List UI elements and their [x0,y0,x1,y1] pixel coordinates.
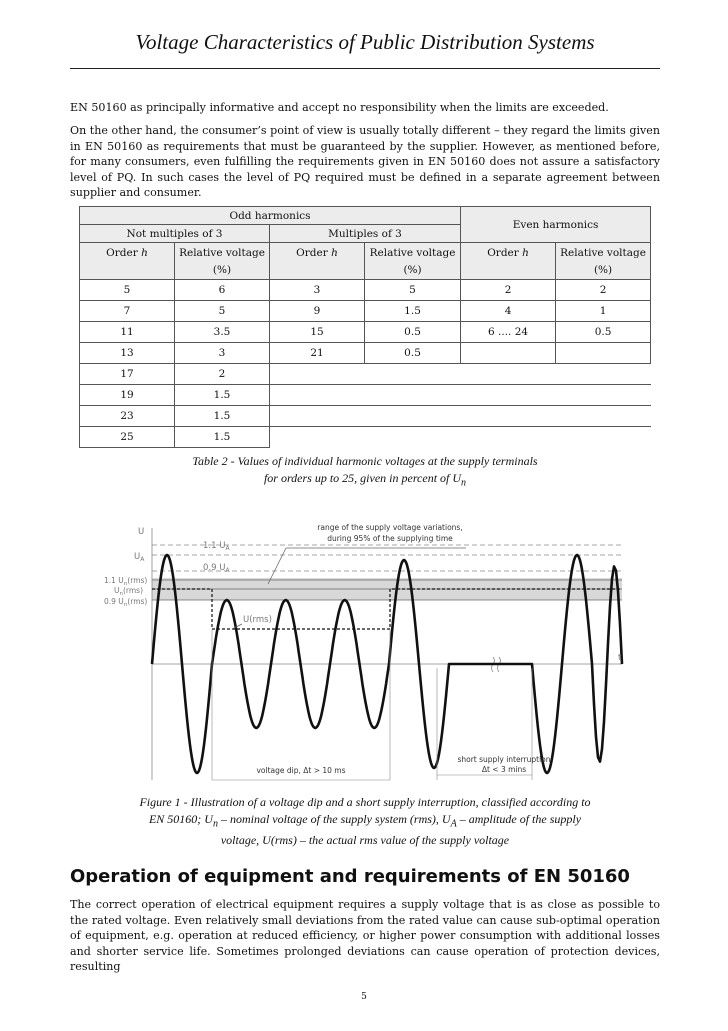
table-row [80,406,651,427]
table-cell: 2 [556,280,651,301]
t-axis-label: t [618,653,622,663]
table-cell: 4 [461,301,556,322]
order-header: Order h [461,243,556,280]
1-1-un-label: 1.1 $U_n(rms)$ [104,576,148,587]
table-cell: 11 [80,322,175,343]
order-header: Order h [270,243,365,280]
relvolt-header: Relative voltage (%) [175,243,270,280]
table-cell: 6 [175,280,270,301]
y-axis-label: U [138,527,145,537]
table-cell: 9 [270,301,365,322]
table-cell: 0.5 [556,322,651,343]
table-cell: 1.5 [175,427,270,448]
table-cell: 6 .... 24 [461,322,556,343]
table-cell [270,406,651,427]
table-row [80,427,651,448]
table-cell: 0.5 [365,322,461,343]
table-cell: 21 [270,343,365,364]
table-cell: 0.5 [365,343,461,364]
table-cell [556,343,651,364]
table-cell: 13 [80,343,175,364]
table-cell: 1.5 [175,385,270,406]
section-heading: Operation of equipment and requirements of EN 50160 [70,866,630,887]
table-cell [270,385,651,406]
figure-caption: Figure 1 - Illustration of a voltage dip and a short supply interruption, classified according to EN 50160; $U_n$ – nominal voltage of the supply system (rms), $U_A$ – amplitude of the supply voltage, U(rms) – the actual rms value of the supply voltage [139,795,591,848]
interrupt-label-line2: Δt < 3 mins [481,765,527,774]
page-number: 5 [361,992,367,1002]
dip-label: voltage dip, Δt > 10 ms [256,766,346,775]
running-header: Voltage Characteristics of Public Distribution Systems [135,30,595,54]
0-9-ua-label: 0.9 $U_A$ [203,563,230,574]
table-cell: 5 [80,280,175,301]
table-cell: 15 [270,322,365,343]
un-label: $U_n(rms)$ [114,586,144,597]
urms-label: U(rms) [243,615,272,625]
table-row [80,364,651,385]
0-9-un-label: 0.9 $U_n(rms)$ [104,597,148,608]
table-cell [461,343,556,364]
not-multiples-header: Not multiples of 3 [80,225,270,243]
table-cell: 3 [270,280,365,301]
table-cell: 7 [80,301,175,322]
table-row [80,343,651,364]
column-header-row [80,243,651,280]
paragraph-1: EN 50160 as principally informative and accept no responsibility when the limits are exceeded. [70,101,609,114]
table-cell: 1.5 [175,406,270,427]
relvolt-header: Relative voltage (%) [365,243,461,280]
table-cell: 3 [175,343,270,364]
header-rule [70,68,660,69]
ua-label: $U_A$ [134,552,145,563]
table-cell [270,427,651,448]
table-row [80,301,651,322]
table-cell: 1 [556,301,651,322]
table-row [80,280,651,301]
interrupt-label-line1: short supply interruption [457,755,551,764]
table-cell: 3.5 [175,322,270,343]
harmonics-table [79,206,651,448]
order-header: Order h [80,243,175,280]
multiples-header: Multiples of 3 [270,225,461,243]
relvolt-header: Relative voltage (%) [556,243,651,280]
table-cell: 5 [175,301,270,322]
voltage-dip-figure [100,518,640,786]
range-label-line2: during 95% of the supplying time [327,534,453,543]
table-cell: 23 [80,406,175,427]
table-cell: 2 [461,280,556,301]
range-label-line1: range of the supply voltage variations, [317,523,463,532]
table-cell: 1.5 [365,301,461,322]
table-row [80,385,651,406]
table-cell: 2 [175,364,270,385]
table-cell: 19 [80,385,175,406]
paragraph-2: On the other hand, the consumer’s point of view is usually totally different – they regard the limits given in EN 50160 as requirements that must be guaranteed by the supplier. However, as mentioned before, for many consumers, even fulfilling the requirements given in EN 50160 does not assure a satisfactory level of PQ. In such cases the level of PQ required must be defined in a separate agreement between supplier and consumer. [70,124,660,200]
even-harmonics-header: Even harmonics [461,207,651,243]
paragraph-3: The correct operation of electrical equipment requires a supply voltage that is as close as possible to the rated voltage. Even relatively small deviations from the rated value can cause sub-optimal operation of equipment, e.g. operation at reduced efficiency, or higher power consumption with additional losses and shorter service life. Sometimes prolonged deviations can cause operation of protection devices, resulting [70,898,660,974]
table-cell: 17 [80,364,175,385]
odd-harmonics-header: Odd harmonics [80,207,461,225]
table-cell: 25 [80,427,175,448]
table-cell: 5 [365,280,461,301]
table-row [80,322,651,343]
table-caption: Table 2 - Values of individual harmonic voltages at the supply terminals for orders up to 25, given in percent of $U_n$ [192,454,538,489]
1-1-ua-label: 1.1 $U_A$ [203,541,230,552]
table-cell [270,364,651,385]
